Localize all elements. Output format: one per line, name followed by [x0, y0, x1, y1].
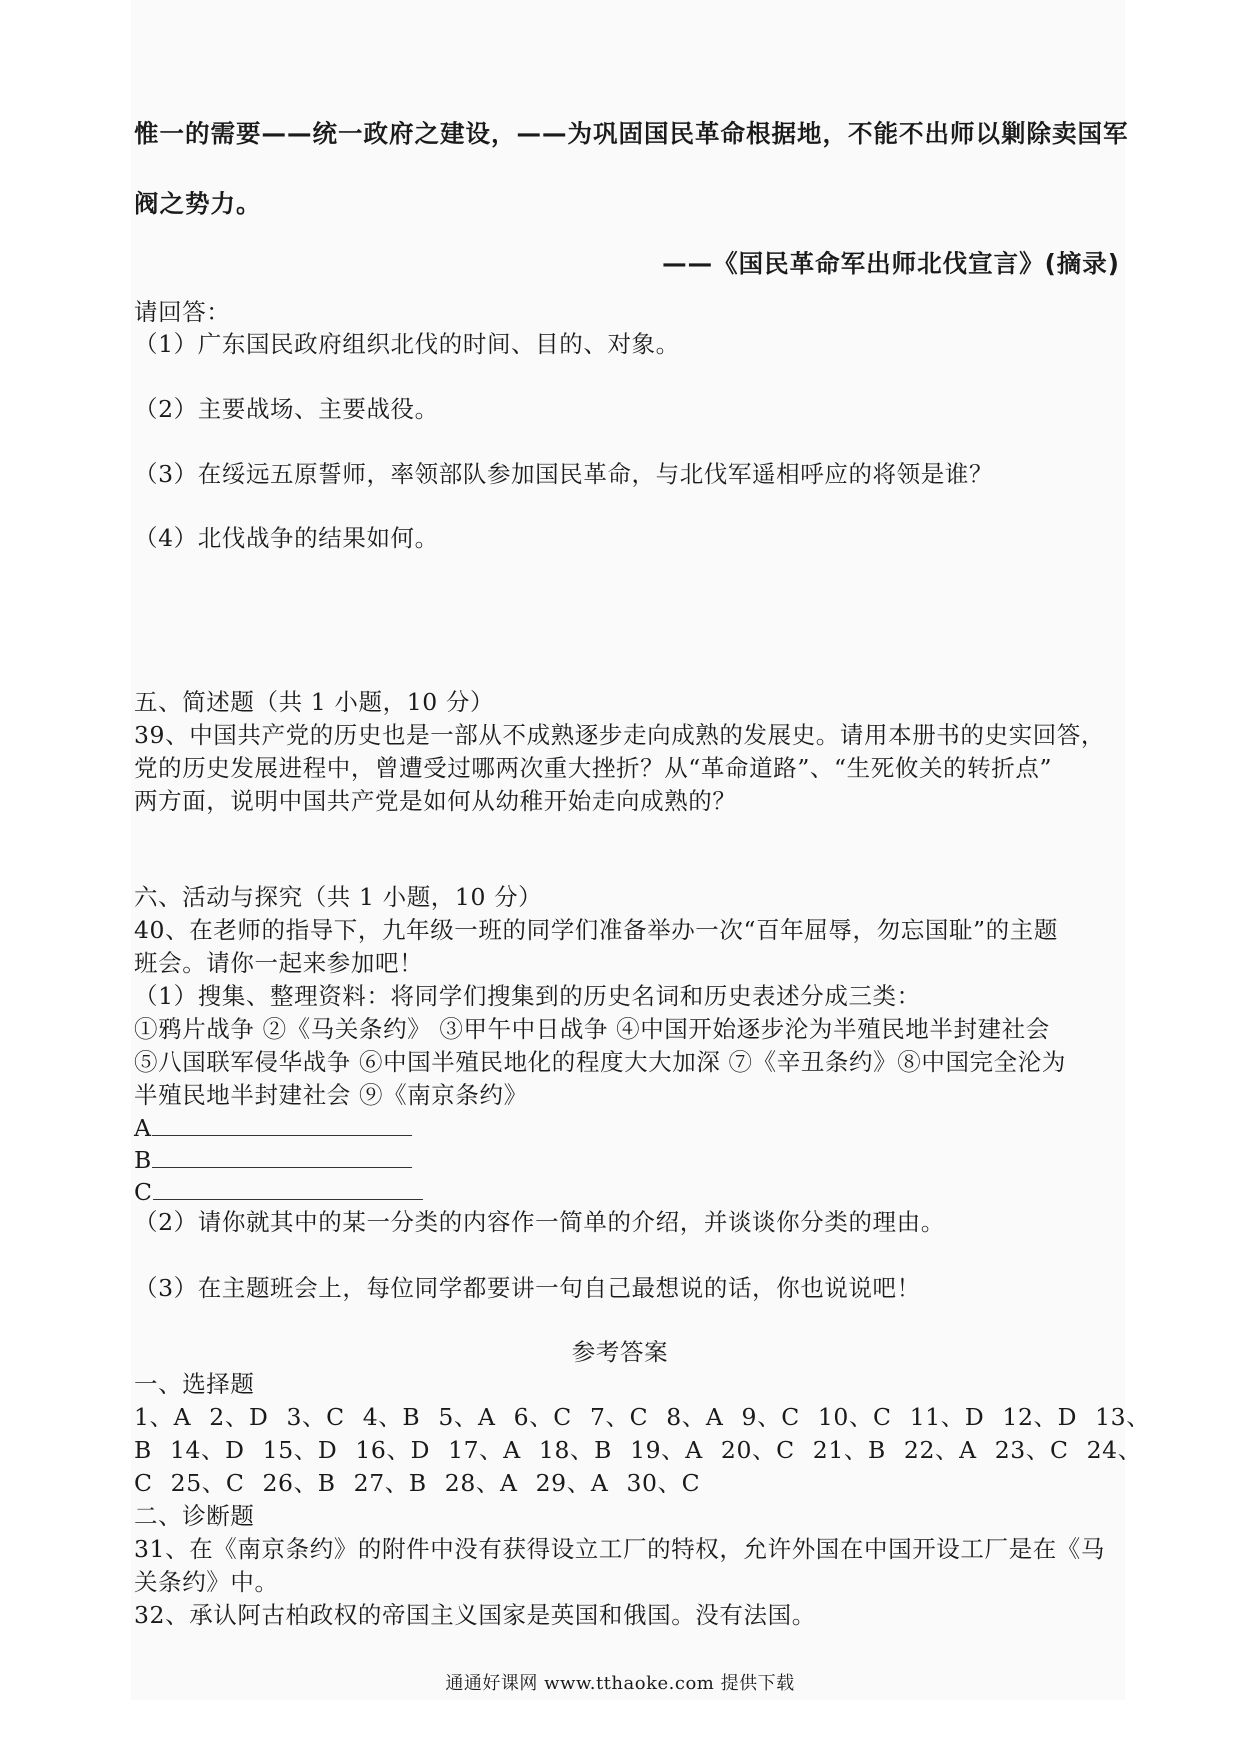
q38-sub-2: （2）主要战场、主要战役。: [134, 395, 439, 423]
q40-items-line-3: 半殖民地半封建社会 ⑨《南京条约》: [134, 1081, 528, 1109]
q40-items-line-1: ①鸦片战争 ②《马关条约》 ③甲午中日战争 ④中国开始逐步沦为半殖民地半封建社会: [134, 1015, 1050, 1043]
q39-line-1: 39、中国共产党的历史也是一部从不成熟逐步走向成熟的发展史。请用本册书的史实回答，: [134, 721, 1106, 749]
q40-sub-2: （2）请你就其中的某一分类的内容作一简单的介绍，并谈谈你分类的理由。: [134, 1208, 945, 1236]
q38-sub-3: （3）在绥远五原誓师，率领部队参加国民革命，与北伐军遥相呼应的将领是谁？: [134, 460, 994, 488]
q38-prompt: 请回答：: [134, 298, 231, 326]
q40-line-1: 40、在老师的指导下，九年级一班的同学们准备举办一次“百年屈辱，勿忘国耻”的主题: [134, 916, 1058, 944]
blank-a-label: A: [134, 1114, 152, 1142]
blank-c-label: C: [134, 1178, 153, 1206]
footer-credit: 通通好课网 www.tthaoke.com 提供下载: [445, 1673, 795, 1694]
answers-section-1-heading: 一、选择题: [134, 1370, 255, 1398]
q38-sub-1: （1）广东国民政府组织北伐的时间、目的、对象。: [134, 330, 680, 358]
blank-b-line: [152, 1145, 412, 1168]
section-5-heading: 五、简述题（共 1 小题，10 分）: [134, 688, 495, 716]
q40-items-line-2: ⑤八国联军侵华战争 ⑥中国半殖民地化的程度大大加深 ⑦《辛丑条约》⑧中国完全沦为: [134, 1048, 1066, 1076]
q40-line-2: 班会。请你一起来参加吧！: [134, 949, 424, 977]
blank-a-line: [152, 1113, 412, 1136]
q40-sub-3: （3）在主题班会上，每位同学都要讲一句自己最想说的话，你也说说吧！: [134, 1274, 921, 1302]
answer-blank-a: [134, 1112, 412, 1144]
section-6-heading: 六、活动与探究（共 1 小题，10 分）: [134, 883, 543, 911]
answer-31-line-1: 31、在《南京条约》的附件中没有获得设立工厂的特权，允许外国在中国开设工厂是在《马: [134, 1535, 1106, 1563]
q40-sub-1: （1）搜集、整理资料：将同学们搜集到的历史名词和历史表述分成三类：: [134, 982, 921, 1010]
blank-c-line: [153, 1177, 423, 1200]
answers-section-2-heading: 二、诊断题: [134, 1502, 255, 1530]
answers-title: 参考答案: [571, 1338, 669, 1366]
answer-32: 32、承认阿古柏政权的帝国主义国家是英国和俄国。没有法国。: [134, 1601, 816, 1629]
excerpt-line-2: 阀之势力。: [134, 189, 262, 218]
answer-31-line-2: 关条约》中。: [134, 1568, 279, 1596]
blank-b-label: B: [134, 1146, 152, 1174]
excerpt-source: ——《国民革命军出师北伐宣言》(摘录): [662, 249, 1120, 278]
mc-answers-line-3: C 25、C 26、B 27、B 28、A 29、A 30、C: [134, 1469, 701, 1497]
answer-blank-b: [134, 1144, 412, 1176]
q38-sub-4: （4）北伐战争的结果如何。: [134, 524, 439, 552]
q39-line-2: 党的历史发展进程中，曾遭受过哪两次重大挫折？从“革命道路”、“生死攸关的转折点”: [134, 754, 1053, 782]
excerpt-line-1: 惟一的需要——统一政府之建设，——为巩固国民革命根据地，不能不出师以剿除卖国军: [134, 119, 1129, 148]
mc-answers-line-2: B 14、D 15、D 16、D 17、A 18、B 19、A 20、C 21、B 22、A 23、C 24、: [134, 1436, 1142, 1464]
answer-blank-c: [134, 1176, 423, 1208]
mc-answers-line-1: 1、A 2、D 3、C 4、B 5、A 6、C 7、C 8、A 9、C 10、C 11、D 12、D 13、: [134, 1403, 1151, 1431]
q39-line-3: 两方面，说明中国共产党是如何从幼稚开始走向成熟的？: [134, 787, 737, 815]
